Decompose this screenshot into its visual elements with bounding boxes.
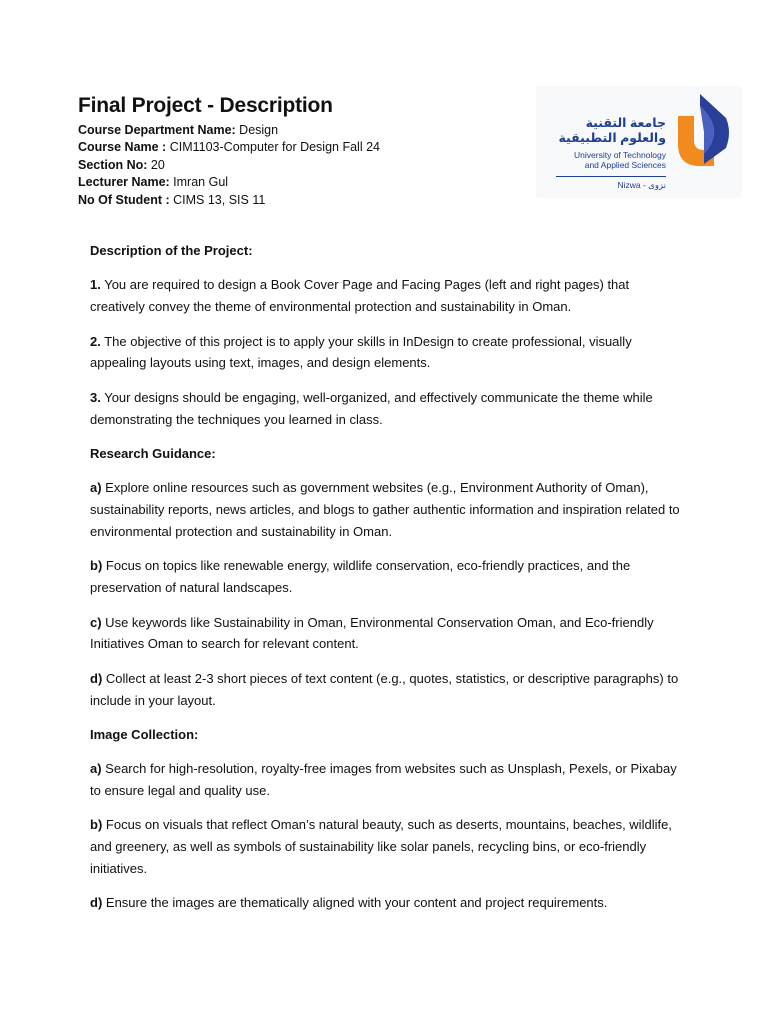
- list-item: [90, 892, 680, 914]
- section-no-value: 20: [147, 157, 165, 172]
- list-item: [90, 274, 680, 318]
- item-marker: b): [90, 558, 103, 574]
- course-department-label: Course Department Name:: [78, 123, 236, 137]
- item-text: Explore online resources such as government websites (e.g., Environment Authority of Oman), sustainability reports, news articles, and blogs to gather authentic information and inspiration related to environmental protection and sustainability in Oman.: [90, 480, 680, 539]
- item-text: Search for high-resolution, royalty-free images from websites such as Unsplash, Pexels, or Pixabay to ensure legal and quality use.: [90, 761, 677, 799]
- item-marker: d): [90, 670, 103, 686]
- section-heading-research: [90, 443, 680, 465]
- student-count-row: [78, 192, 380, 209]
- logo-arabic-line1: جامعة التقنية: [585, 116, 666, 130]
- item-marker: c): [90, 614, 102, 630]
- list-item: [90, 612, 680, 656]
- logo-arabic-line2: والعلوم التطبيقية: [558, 131, 666, 145]
- item-marker: 1.: [90, 277, 101, 293]
- course-name-label: Course Name :: [78, 140, 167, 155]
- list-item: [90, 814, 680, 879]
- lecturer-name-row: [78, 174, 380, 191]
- item-text: The objective of this project is to apply your skills in InDesign to create professional, visually appealing layouts using text, images, and design elements.: [90, 333, 632, 371]
- student-count-value: CIMS 13, SIS 11: [169, 192, 266, 207]
- item-text: You are required to design a Book Cover Page and Facing Pages (left and right pages) that creatively convey the theme of environmental protection and sustainability in Oman.: [90, 277, 630, 315]
- course-department-row: [78, 122, 380, 139]
- list-item: [90, 758, 680, 802]
- list-item: [90, 387, 680, 431]
- item-text: Focus on topics like renewable energy, wildlife conservation, eco-friendly practices, and the preservation of natural landscapes.: [90, 558, 631, 596]
- course-name-row: [78, 139, 380, 156]
- heading-text: Research Guidance:: [90, 445, 216, 461]
- course-info: [78, 122, 380, 209]
- logo-divider: [556, 176, 666, 177]
- heading-text: Image Collection:: [90, 726, 199, 742]
- logo-city: Nizwa - نزوى: [617, 180, 666, 190]
- lecturer-name-label: Lecturer Name:: [78, 175, 170, 190]
- university-emblem-icon: [674, 92, 732, 170]
- item-marker: 2.: [90, 333, 101, 349]
- section-heading-description: [90, 240, 680, 262]
- section-no-row: [78, 157, 380, 174]
- page-title: Final Project - Description: [78, 94, 333, 117]
- item-marker: a): [90, 480, 102, 496]
- section-no-label: Section No:: [78, 157, 148, 172]
- item-marker: 3.: [90, 389, 101, 405]
- heading-text: Description of the Project:: [90, 243, 253, 258]
- item-marker: b): [90, 817, 103, 833]
- list-item: [90, 331, 680, 375]
- logo-english-line2: and Applied Sciences: [584, 160, 666, 170]
- item-text: Ensure the images are thematically aligned with your content and project requirements.: [102, 895, 608, 911]
- course-department-value: Design: [235, 123, 279, 137]
- item-text: Collect at least 2-3 short pieces of text content (e.g., quotes, statistics, or descriptive paragraphs) to include in your layout.: [90, 670, 679, 708]
- item-marker: a): [90, 761, 102, 777]
- course-name-value: CIM1103-Computer for Design Fall 24: [166, 140, 380, 155]
- list-item: [90, 477, 680, 542]
- list-item: [90, 555, 680, 599]
- university-logo: [536, 86, 742, 198]
- lecturer-name-value: Imran Gul: [169, 175, 229, 190]
- logo-english-line1: University of Technology: [574, 150, 666, 160]
- list-item: [90, 668, 680, 712]
- item-text: Focus on visuals that reflect Oman’s natural beauty, such as deserts, mountains, beaches, wildlife, and greenery, as well as symbols of sustainability like solar panels, recycling bins, or eco-friendly initiatives.: [90, 817, 672, 877]
- item-marker: d): [90, 895, 103, 911]
- item-text: Use keywords like Sustainability in Oman, Environmental Conservation Oman, and Eco-friendly Initiatives Oman to search for relevant content.: [90, 614, 654, 652]
- project-description-body: [90, 240, 680, 927]
- student-count-label: No Of Student :: [78, 192, 170, 207]
- section-heading-images: [90, 724, 680, 746]
- item-text: Your designs should be engaging, well-organized, and effectively communicate the theme while demonstrating the techniques you learned in class.: [90, 389, 653, 427]
